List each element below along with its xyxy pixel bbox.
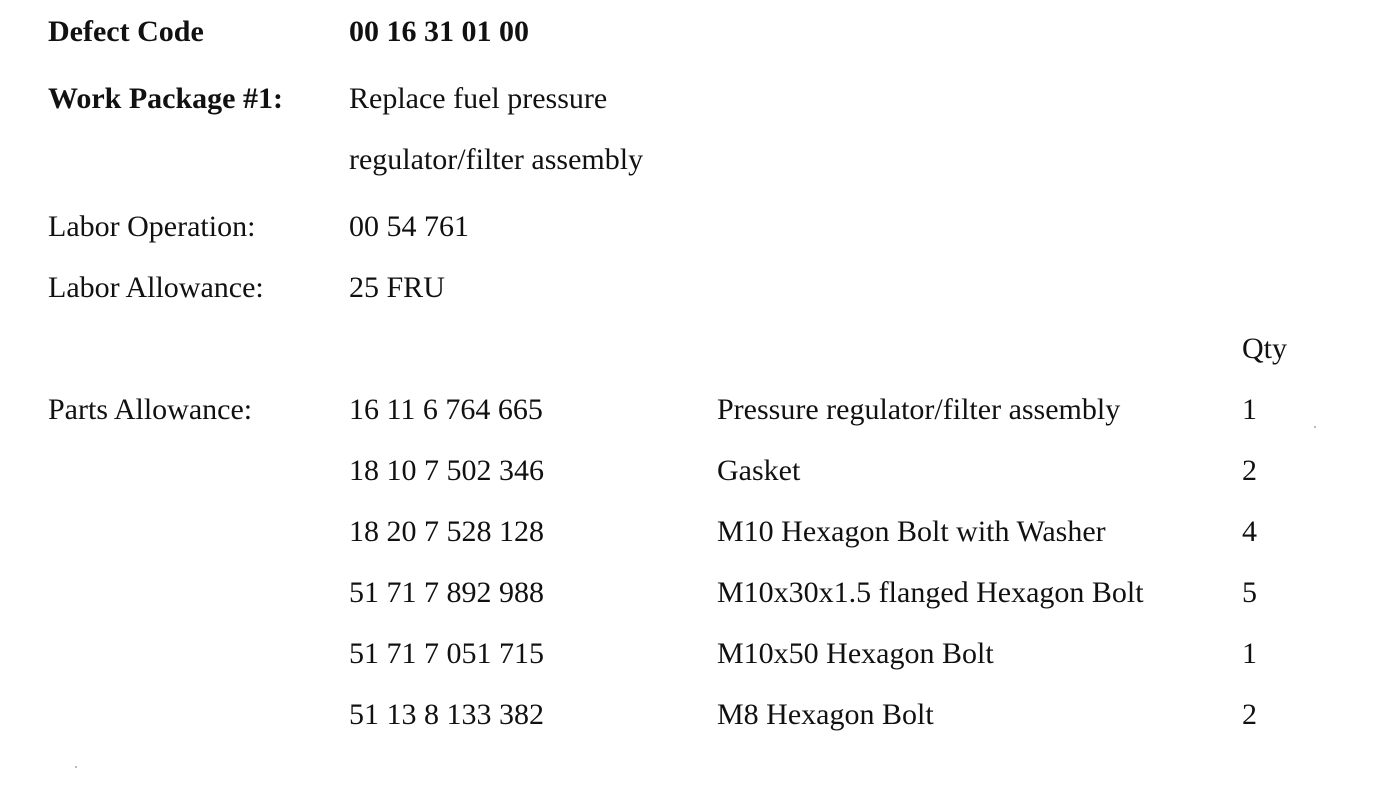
part-qty: 1 xyxy=(1242,393,1257,426)
parts-allowance-label: Parts Allowance: xyxy=(48,393,253,426)
defect-code-label: Defect Code xyxy=(48,15,204,48)
part-description: M10x50 Hexagon Bolt xyxy=(717,637,994,670)
part-number: 18 20 7 528 128 xyxy=(349,515,544,548)
part-number: 51 13 8 133 382 xyxy=(349,698,544,731)
part-description: Pressure regulator/filter assembly xyxy=(717,393,1121,426)
part-description: M10x30x1.5 flanged Hexagon Bolt xyxy=(717,576,1144,609)
part-qty: 1 xyxy=(1242,637,1257,670)
labor-allowance-label: Labor Allowance: xyxy=(48,271,264,304)
work-package-label: Work Package #1: xyxy=(48,82,283,115)
part-description: Gasket xyxy=(717,454,801,487)
part-number: 51 71 7 051 715 xyxy=(349,637,544,670)
part-number: 18 10 7 502 346 xyxy=(349,454,544,487)
part-qty: 5 xyxy=(1242,576,1257,609)
part-qty: 2 xyxy=(1242,454,1257,487)
part-description: M8 Hexagon Bolt xyxy=(717,698,934,731)
part-number: 51 71 7 892 988 xyxy=(349,576,544,609)
part-number: 16 11 6 764 665 xyxy=(349,393,543,426)
work-package-value-line2: regulator/filter assembly xyxy=(349,143,644,176)
scan-speck xyxy=(75,766,77,768)
labor-operation-value: 00 54 761 xyxy=(349,210,469,243)
part-qty: 4 xyxy=(1242,515,1257,548)
labor-allowance-value: 25 FRU xyxy=(349,271,445,304)
labor-operation-label: Labor Operation: xyxy=(48,210,256,243)
work-package-value-line1: Replace fuel pressure xyxy=(349,82,608,115)
part-qty: 2 xyxy=(1242,698,1257,731)
part-description: M10 Hexagon Bolt with Washer xyxy=(717,515,1106,548)
qty-column-header: Qty xyxy=(1242,332,1287,365)
defect-code-value: 00 16 31 01 00 xyxy=(349,15,529,48)
scan-speck xyxy=(1314,426,1316,428)
